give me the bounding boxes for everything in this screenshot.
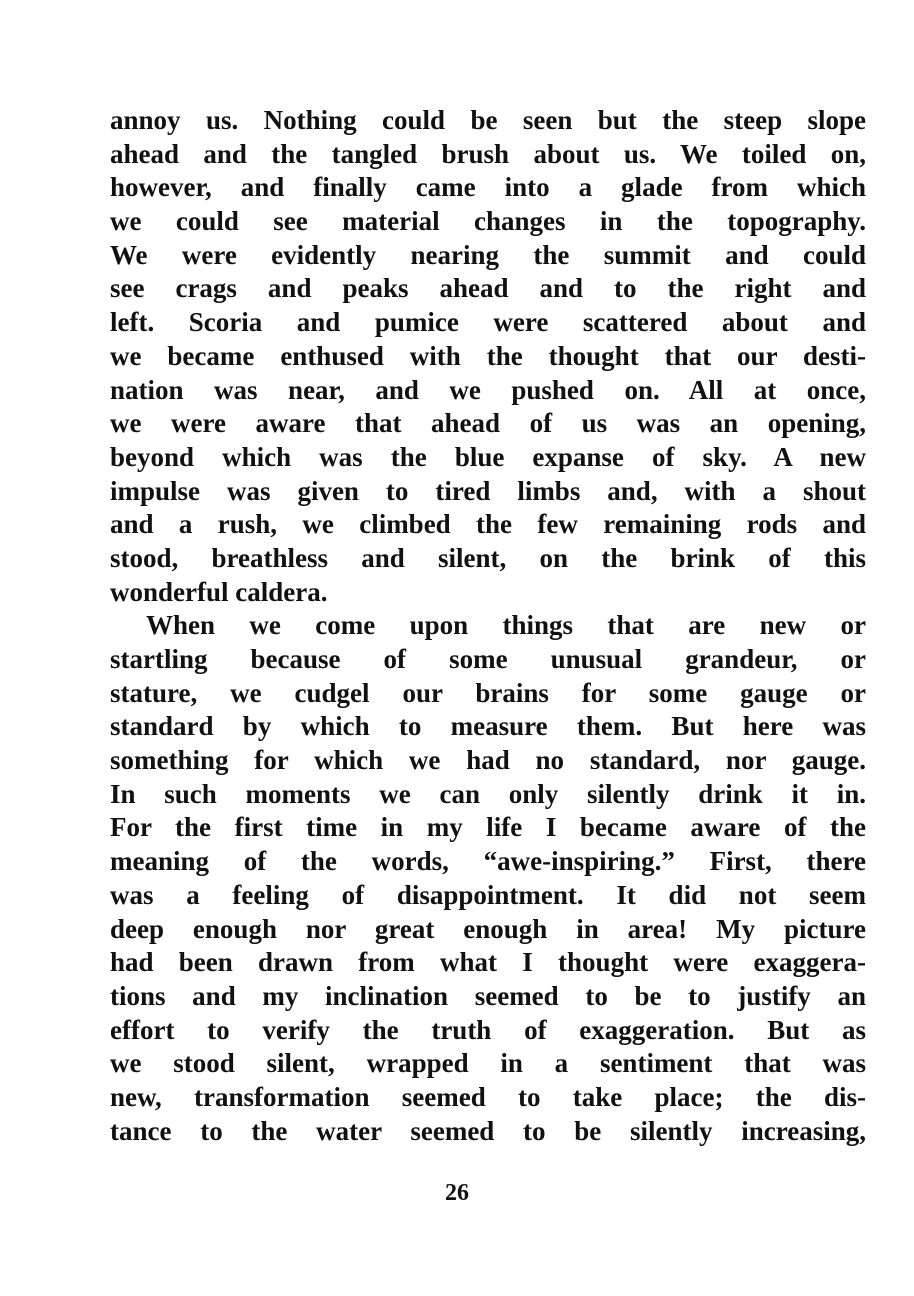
text-line: we were aware that ahead of us was an opening, xyxy=(110,408,866,439)
text-line: stood, breathless and silent, on the brink of this xyxy=(110,542,866,573)
text-line: For the first time in my life I became aware of the xyxy=(110,812,866,843)
text-line: see crags and peaks ahead and to the right and xyxy=(110,273,866,304)
text-line: however, and finally came into a glade from which xyxy=(110,172,866,203)
text-line: annoy us. Nothing could be seen but the steep slope xyxy=(110,105,866,135)
text-line: we could see material changes in the topography. xyxy=(110,206,866,237)
page-body-text xyxy=(110,104,866,1148)
text-line: startling because of some unusual grandeur, or xyxy=(110,644,866,674)
text-line: We were evidently nearing the summit and could xyxy=(110,239,866,270)
text-line: In such moments we can only silently drink it in. xyxy=(110,778,866,809)
text-line: was a feeling of disappointment. It did not seem xyxy=(110,879,866,910)
text-line: we became enthused with the thought that our desti- xyxy=(110,340,866,371)
text-line: standard by which to measure them. But here was xyxy=(110,711,866,742)
text-line: new, transformation seemed to take place; the dis- xyxy=(110,1081,866,1112)
text-line: ahead and the tangled brush about us. We toiled on, xyxy=(110,138,866,169)
text-line: beyond which was the blue expanse of sky. A new xyxy=(110,441,866,472)
text-line: stature, we cudgel our brains for some gauge or xyxy=(110,677,866,708)
text-line: effort to verify the truth of exaggeration. But as xyxy=(110,1014,866,1045)
text-line: nation was near, and we pushed on. All at once, xyxy=(110,374,866,405)
text-line: tance to the water seemed to be silently increasing, xyxy=(110,1115,866,1146)
text-line: When we come upon things that are new or xyxy=(146,610,866,641)
text-line: something for which we had no standard, nor gauge. xyxy=(110,745,866,776)
text-line: tions and my inclination seemed to be to justify an xyxy=(110,980,866,1011)
text-line: we stood silent, wrapped in a sentiment that was xyxy=(110,1048,866,1079)
text-line: impulse was given to tired limbs and, with a shout xyxy=(110,475,866,506)
text-line: deep enough nor great enough in area! My picture xyxy=(110,913,866,944)
text-line: wonderful caldera. xyxy=(110,576,328,607)
text-line: and a rush, we climbed the few remaining rods and xyxy=(110,509,866,540)
text-line: meaning of the words, “awe-inspiring.” First, there xyxy=(110,846,866,877)
text-line: left. Scoria and pumice were scattered about and xyxy=(110,307,866,338)
text-line: had been drawn from what I thought were exaggera- xyxy=(110,947,866,978)
page-number: 26 xyxy=(445,1180,469,1206)
